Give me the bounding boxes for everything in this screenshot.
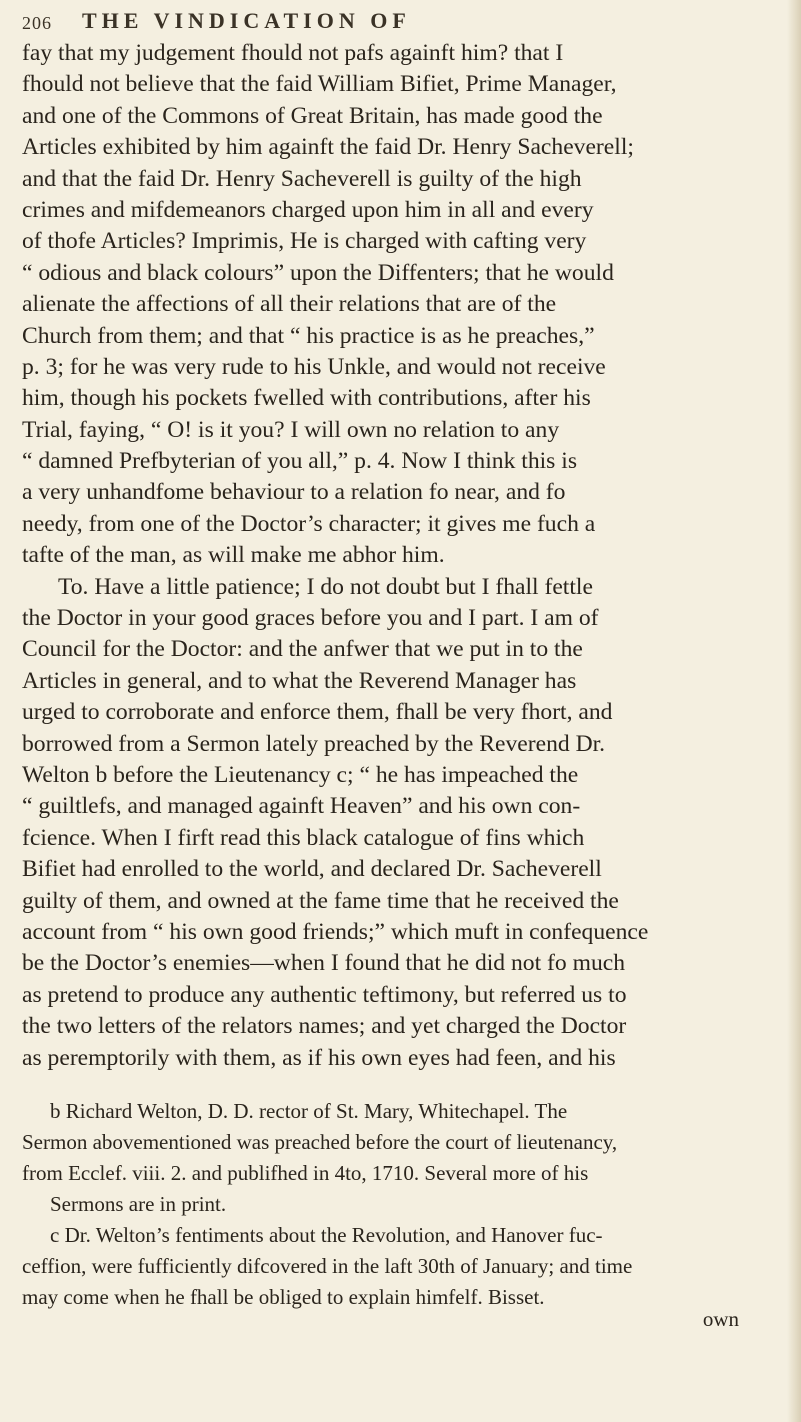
text-line: fhould not believe that the faid William Bifiet, Prime Manager, [22,71,617,98]
footnote-line: may come when he fhall be obliged to explain himfelf. Bisset. [22,1284,545,1309]
text-line: as peremptorily with them, as if his own eyes had feen, and his [22,1044,616,1071]
text-line: Bifiet had enrolled to the world, and declared Dr. Sacheverell [22,856,602,883]
text-line: the two letters of the relators names; and yet charged the Doctor [22,1013,627,1040]
footnote-line: c Dr. Welton’s fentiments about the Revolution, and Hanover fuc- [50,1222,603,1247]
text-line: needy, from one of the Doctor’s character; it gives me fuch a [22,510,596,537]
text-line: “ damned Prefbyterian of you all,” p. 4. Now I think this is [22,448,577,475]
text-line: Welton b before the Lieutenancy c; “ he has impeached the [22,761,579,788]
text-line: borrowed from a Sermon lately preached by the Reverend Dr. [22,730,606,757]
footnote-line: b Richard Welton, D. D. rector of St. Mary, Whitechapel. The [50,1098,568,1123]
text-line: crimes and mifdemeanors charged upon him in all and every [22,196,594,223]
text-line: and one of the Commons of Great Britain, has made good the [22,102,603,129]
text-line: Council for the Doctor: and the anfwer that we put in to the [22,636,583,663]
text-line: Church from them; and that “ his practice is as he preaches,” [22,322,595,349]
text-line: tafte of the man, as will make me abhor him. [22,542,445,569]
text-line: fcience. When I firft read this black catalogue of fins which [22,824,585,851]
text-line: “ guiltlefs, and managed againft Heaven” and his own con- [22,793,581,820]
page-edge-shadow [787,0,801,1422]
footnote-line: Sermon abovementioned was preached before the court of lieutenancy, [22,1129,618,1154]
text-line: Trial, faying, “ O! is it you? I will own no relation to any [22,416,560,443]
text-line: as pretend to produce any authentic teftimony, but referred us to [22,981,627,1008]
text-line: urged to corroborate and enforce them, fhall be very fhort, and [22,699,613,726]
text-line: account from “ his own good friends;” which muft in confequence [22,918,649,945]
text-line: Articles in general, and to what the Reverend Manager has [22,667,577,694]
text-line: a very unhandfome behaviour to a relation fo near, and fo [22,479,566,506]
text-line: guilty of them, and owned at the fame time that he received the [22,887,619,914]
footnote-line: Sermons are in print. [50,1191,227,1216]
text-line: Articles exhibited by him againft the faid Dr. Henry Sacheverell; [22,134,634,161]
text-line: To. Have a little patience; I do not doubt but I fhall fettle [58,573,593,600]
running-title: THE VINDICATION OF [82,8,411,33]
text-line: be the Doctor’s enemies—when I found that he did not fo much [22,950,626,977]
running-head [22,4,779,34]
body-text [22,38,779,1074]
footnote-line: from Ecclef. viii. 2. and publifhed in 4to, 1710. Several more of his [22,1160,589,1185]
catchword: own [702,1306,739,1331]
text-line: p. 3; for he was very rude to his Unkle, and would not receive [22,353,606,380]
text-line: and that the faid Dr. Henry Sacheverell is guilty of the high [22,165,582,192]
text-line: the Doctor in your good graces before you and I part. I am of [22,605,599,632]
footnote-line: ceffion, were fufficiently difcovered in the laft 30th of January; and time [22,1253,633,1278]
text-line: of thofe Articles? Imprimis, He is charged with cafting very [22,228,587,255]
text-line: “ odious and black colours” upon the Diffenters; that he would [22,259,614,286]
text-line: him, though his pockets fwelled with contributions, after his [22,385,591,412]
text-line: alienate the affections of all their relations that are of the [22,291,557,318]
footnotes [22,1096,779,1313]
page-number: 206 [22,13,52,33]
text-line: fay that my judgement fhould not pafs againft him? that I [22,40,564,66]
